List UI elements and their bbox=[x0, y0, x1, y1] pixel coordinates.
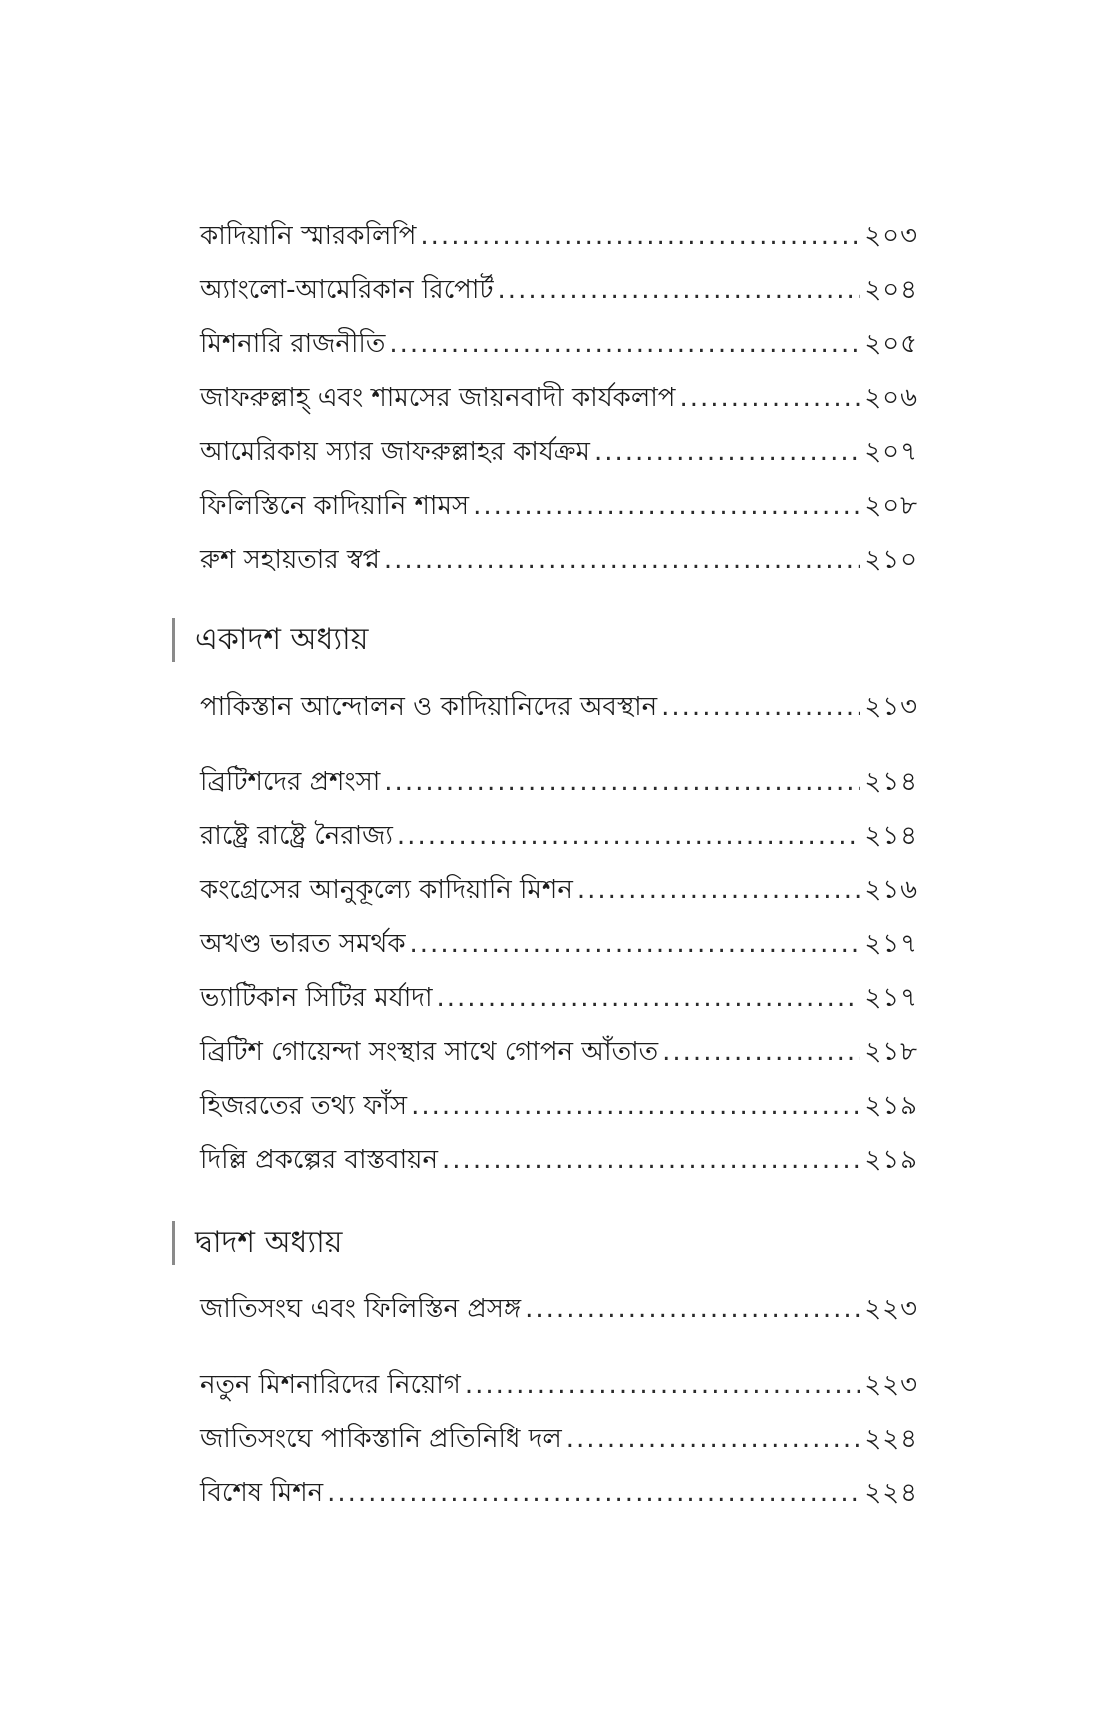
toc-entry-page: ২১৯ bbox=[864, 1091, 918, 1121]
dot-leader bbox=[577, 863, 860, 917]
toc-group-1 bbox=[200, 209, 918, 587]
toc-entry[interactable] bbox=[200, 209, 918, 263]
toc-entry[interactable] bbox=[200, 1025, 918, 1079]
toc-entry[interactable] bbox=[200, 1358, 918, 1412]
dot-leader bbox=[327, 1466, 860, 1520]
toc-entry-title: নতুন মিশনারিদের নিয়োগ bbox=[200, 1370, 461, 1400]
dot-leader bbox=[594, 425, 860, 479]
dot-leader bbox=[661, 680, 860, 734]
toc-entry-title: ব্রিটিশ গোয়েন্দা সংস্থার সাথে গোপন আঁতাত bbox=[200, 1037, 659, 1067]
dot-leader bbox=[525, 1282, 860, 1336]
toc-chapter-12-lead bbox=[200, 1282, 918, 1336]
toc-entry[interactable] bbox=[200, 479, 918, 533]
toc-entry[interactable] bbox=[200, 680, 918, 734]
toc-entry-title: ভ্যাটিকান সিটির মর্যাদা bbox=[200, 983, 433, 1013]
toc-entry-title: রাষ্ট্রে রাষ্ট্রে নৈরাজ্য bbox=[200, 821, 393, 851]
toc-entry-title: হিজরতের তথ্য ফাঁস bbox=[200, 1091, 408, 1121]
dot-leader bbox=[420, 209, 860, 263]
toc-entry-page: ২১৪ bbox=[864, 821, 918, 851]
toc-entry-title: কংগ্রেসের আনুকূল্যে কাদিয়ানি মিশন bbox=[200, 875, 573, 905]
toc-entry-title: অ্যাংলো-আমেরিকান রিপোর্ট bbox=[200, 275, 494, 305]
toc-entry-title: কাদিয়ানি স্মারকলিপি bbox=[200, 221, 417, 251]
toc-entry-page: ২১৮ bbox=[864, 1037, 918, 1067]
chapter-heading: একাদশ অধ্যায় bbox=[172, 618, 368, 662]
toc-entry-page: ২১৯ bbox=[864, 1145, 918, 1175]
toc-entry-title: মিশনারি রাজনীতি bbox=[200, 329, 386, 359]
dot-leader bbox=[410, 917, 861, 971]
chapter-heading: দ্বাদশ অধ্যায় bbox=[172, 1221, 342, 1265]
toc-entry-page: ২১৬ bbox=[864, 875, 918, 905]
toc-entry-page: ২১৪ bbox=[864, 767, 918, 797]
dot-leader bbox=[465, 1358, 860, 1412]
toc-entry-page: ২০৭ bbox=[864, 437, 918, 467]
toc-entry[interactable] bbox=[200, 533, 918, 587]
dot-leader bbox=[411, 1079, 860, 1133]
toc-entry-page: ২২৪ bbox=[864, 1478, 918, 1508]
toc-entry-title: ফিলিস্তিনে কাদিয়ানি শামস bbox=[200, 491, 470, 521]
dot-leader bbox=[473, 479, 860, 533]
toc-entry-title: রুশ সহায়তার স্বপ্ন bbox=[200, 545, 380, 575]
toc-chapter-11-items bbox=[200, 755, 918, 1187]
toc-entry[interactable] bbox=[200, 263, 918, 317]
toc-entry[interactable] bbox=[200, 1133, 918, 1187]
toc-entry[interactable] bbox=[200, 755, 918, 809]
toc-chapter-12-items bbox=[200, 1358, 918, 1520]
toc-entry[interactable] bbox=[200, 1466, 918, 1520]
toc-entry[interactable] bbox=[200, 425, 918, 479]
toc-entry[interactable] bbox=[200, 371, 918, 425]
dot-leader bbox=[498, 263, 861, 317]
toc-entry-page: ২২৪ bbox=[864, 1424, 918, 1454]
toc-entry-page: ২০৬ bbox=[864, 383, 918, 413]
toc-entry-page: ২১৩ bbox=[864, 692, 918, 722]
toc-entry[interactable] bbox=[200, 863, 918, 917]
toc-entry-title: দিল্লি প্রকল্পের বাস্তবায়ন bbox=[200, 1145, 439, 1175]
dot-leader bbox=[566, 1412, 861, 1466]
toc-entry[interactable] bbox=[200, 809, 918, 863]
toc-entry-title: জাফরুল্লাহ্ এবং শামসের জায়নবাদী কার্যকলাপ bbox=[200, 383, 676, 413]
dot-leader bbox=[397, 809, 860, 863]
toc-entry-title: পাকিস্তান আন্দোলন ও কাদিয়ানিদের অবস্থান bbox=[200, 692, 658, 722]
toc-entry-page: ২১০ bbox=[864, 545, 918, 575]
toc-entry-page: ২১৭ bbox=[864, 983, 918, 1013]
dot-leader bbox=[384, 755, 860, 809]
toc-entry-page: ২১৭ bbox=[864, 929, 918, 959]
toc-entry[interactable] bbox=[200, 1079, 918, 1133]
toc-entry[interactable] bbox=[200, 1412, 918, 1466]
toc-entry-page: ২০৪ bbox=[864, 275, 918, 305]
toc-entry-title: বিশেষ মিশন bbox=[200, 1478, 324, 1508]
dot-leader bbox=[662, 1025, 860, 1079]
toc-entry-page: ২২৩ bbox=[864, 1294, 918, 1324]
toc-chapter-11-lead bbox=[200, 680, 918, 734]
dot-leader bbox=[384, 533, 860, 587]
toc-entry-title: জাতিসংঘে পাকিস্তানি প্রতিনিধি দল bbox=[200, 1424, 562, 1454]
toc-entry-page: ২২৩ bbox=[864, 1370, 918, 1400]
toc-entry-page: ২০৮ bbox=[864, 491, 918, 521]
dot-leader bbox=[389, 317, 860, 371]
dot-leader bbox=[437, 971, 861, 1025]
toc-entry[interactable] bbox=[200, 317, 918, 371]
toc-entry-page: ২০৩ bbox=[864, 221, 918, 251]
dot-leader bbox=[442, 1133, 860, 1187]
toc-entry[interactable] bbox=[200, 917, 918, 971]
toc-entry-page: ২০৫ bbox=[864, 329, 918, 359]
toc-entry-title: জাতিসংঘ এবং ফিলিস্তিন প্রসঙ্গ bbox=[200, 1294, 522, 1324]
dot-leader bbox=[679, 371, 860, 425]
toc-entry[interactable] bbox=[200, 971, 918, 1025]
toc-entry[interactable] bbox=[200, 1282, 918, 1336]
toc-entry-title: ব্রিটিশদের প্রশংসা bbox=[200, 767, 381, 797]
toc-entry-title: অখণ্ড ভারত সমর্থক bbox=[200, 929, 406, 959]
toc-entry-title: আমেরিকায় স্যার জাফরুল্লাহর কার্যক্রম bbox=[200, 437, 590, 467]
